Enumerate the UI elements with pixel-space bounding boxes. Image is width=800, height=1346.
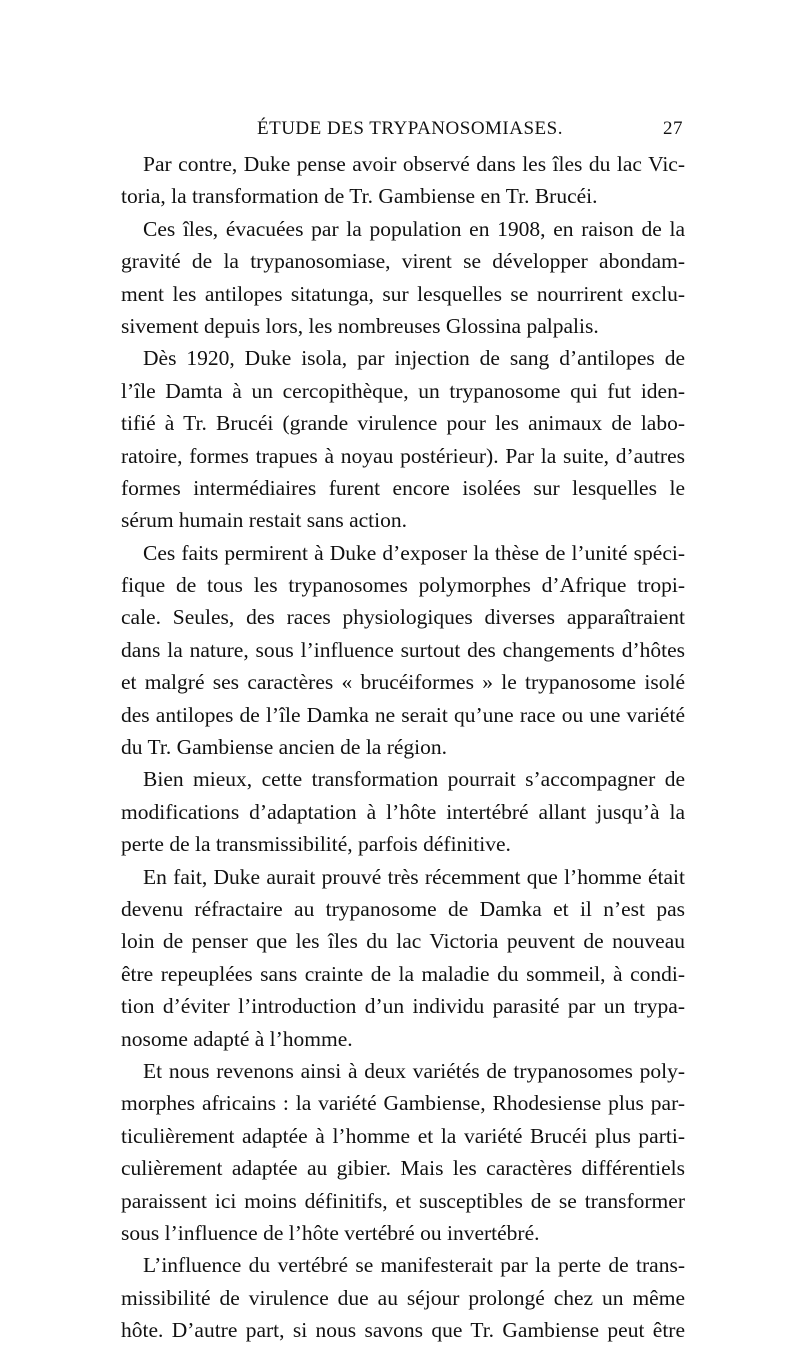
text-line: fique de tous les trypanosomes polymorphes d’Afrique tropi-: [121, 573, 685, 598]
text-line: morphes africains : la variété Gambiense, Rhodesiense plus par-: [121, 1091, 685, 1116]
text-line: tion d’éviter l’introduction d’un individu parasité par un trypa-: [121, 994, 685, 1019]
text-line: culièrement adaptée au gibier. Mais les caractères différentiels: [121, 1156, 685, 1181]
text-line: hôte. D’autre part, si nous savons que Tr. Gambiense peut être: [121, 1318, 685, 1343]
text-line: Ces faits permirent à Duke d’exposer la thèse de l’unité spéci-: [143, 540, 685, 565]
text-line: perte de la transmissibilité, parfois définitive.: [121, 832, 511, 857]
text-line: cale. Seules, des races physiologiques diverses apparaîtraient: [121, 605, 685, 630]
text-line: des antilopes de l’île Damka ne serait qu’une race ou une variété: [121, 702, 685, 727]
text-line: l’île Damta à un cercopithèque, un trypanosome qui fut iden-: [121, 378, 685, 403]
text-line: sivement depuis lors, les nombreuses Glossina palpalis.: [121, 313, 599, 338]
text-line: missibilité de virulence due au séjour prolongé chez un même: [121, 1285, 685, 1310]
text-line: être repeuplées sans crainte de la maladie du sommeil, à condi-: [121, 961, 685, 986]
page-header: [121, 114, 685, 148]
text-line: ratoire, formes trapues à noyau postérieur). Par la suite, d’autres: [121, 443, 685, 468]
text-line: formes intermédiaires furent encore isolées sur lesquelles le: [121, 475, 685, 500]
text-line: Et nous revenons ainsi à deux variétés de trypanosomes poly-: [143, 1058, 685, 1083]
text-line: et malgré ses caractères « brucéiformes » le trypanosome isolé: [121, 670, 685, 695]
page-number: 27: [663, 118, 683, 139]
text-line: devenu réfractaire au trypanosome de Damka et il n’est pas: [121, 896, 685, 921]
text-line: sérum humain restait sans action.: [121, 508, 407, 533]
text-line: Dès 1920, Duke isola, par injection de sang d’antilopes de: [143, 346, 685, 371]
running-title: ÉTUDE DES TRYPANOSOMIASES.: [257, 118, 563, 139]
text-line: Ces îles, évacuées par la population en 1908, en raison de la: [143, 216, 685, 241]
text-line: toria, la transformation de Tr. Gambiense en Tr. Brucéi.: [121, 184, 598, 209]
text-line: Par contre, Duke pense avoir observé dans les îles du lac Vic-: [143, 152, 685, 176]
text-line: loin de penser que les îles du lac Victoria peuvent de nouveau: [121, 929, 685, 954]
text-line: dans la nature, sous l’influence surtout des changements d’hôtes: [121, 637, 685, 662]
text-line: ment les antilopes sitatunga, sur lesquelles se nourrirent exclu-: [121, 281, 685, 306]
text-line: gravité de la trypanosomiase, virent se développer abondam-: [121, 249, 685, 274]
text-line: sous l’influence de l’hôte vertébré ou invertébré.: [121, 1220, 540, 1245]
text-line: du Tr. Gambiense ancien de la région.: [121, 735, 448, 760]
text-line: paraissent ici moins définitifs, et susceptibles de se transformer: [121, 1188, 685, 1213]
book-page: [121, 114, 685, 1346]
text-line: tifié à Tr. Brucéi (grande virulence pour les animaux de labo-: [121, 411, 685, 436]
text-line: Bien mieux, cette transformation pourrait s’accompagner de: [143, 767, 685, 792]
body-text: [121, 148, 685, 1346]
text-line: En fait, Duke aurait prouvé très récemment que l’homme était: [143, 864, 685, 889]
text-line: L’influence du vertébré se manifesterait par la perte de trans-: [143, 1253, 685, 1278]
text-line: ticulièrement adaptée à l’homme et la variété Brucéi plus parti-: [121, 1123, 685, 1148]
text-line: modifications d’adaptation à l’hôte intertébré allant jusqu’à la: [121, 799, 685, 824]
text-line: nosome adapté à l’homme.: [121, 1026, 353, 1051]
